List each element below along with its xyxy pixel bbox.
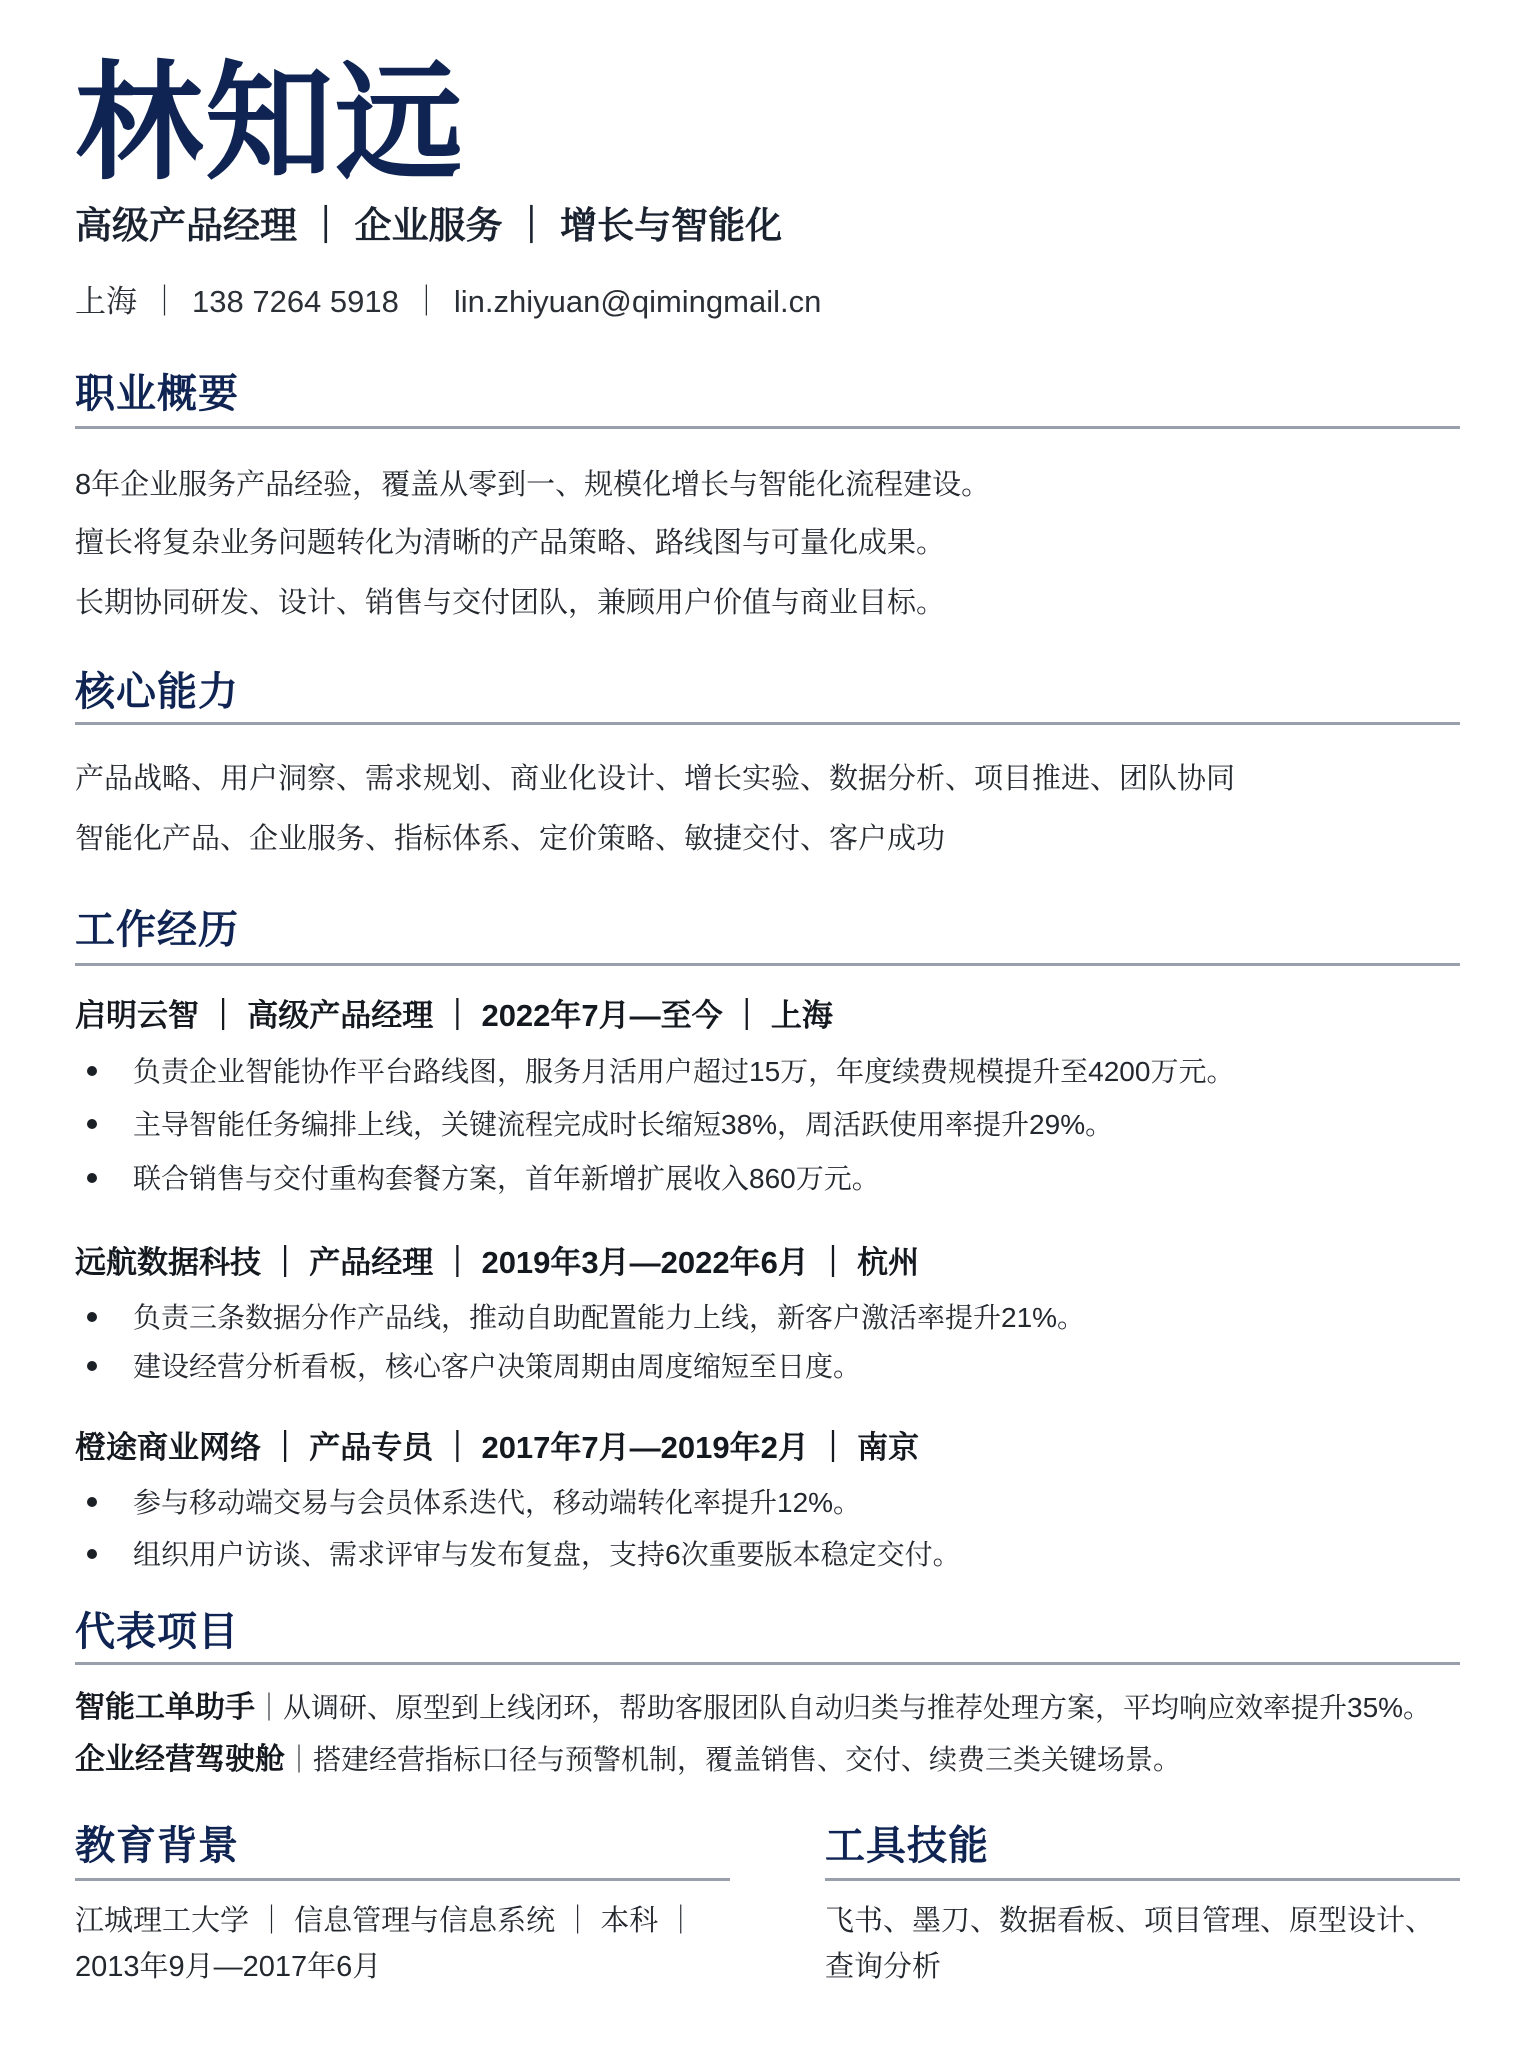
job-header: 橙途商业网络 ｜ 产品专员 ｜ 2017年7月—2019年2月 ｜ 南京 — [75, 1430, 920, 1465]
skills-line: 产品战略、用户洞察、需求规划、商业化设计、增长实验、数据分析、项目推进、团队协同 — [75, 763, 1236, 795]
education-line: 2013年9月—2017年6月 — [75, 1951, 382, 1983]
job-header: 启明云智 ｜ 高级产品经理 ｜ 2022年7月—至今 ｜ 上海 — [75, 998, 833, 1033]
section-divider — [75, 722, 1460, 725]
bullet-dot-icon — [87, 1497, 97, 1507]
candidate-name: 林知远 — [75, 52, 466, 195]
separator: ｜ — [410, 284, 442, 319]
contact-email[interactable]: lin.zhiyuan@qimingmail.cn — [453, 284, 822, 319]
job-bullet: 组织用户访谈、需求评审与发布复盘，支持6次重要版本稳定交付。 — [75, 1538, 961, 1572]
contact-phone[interactable]: 138 7264 5918 — [192, 284, 399, 319]
section-divider — [75, 963, 1460, 966]
job-bullet: 联合销售与交付重构套餐方案，首年新增扩展收入860万元。 — [75, 1162, 880, 1196]
summary-line: 长期协同研发、设计、销售与交付团队，兼顾用户价值与商业目标。 — [75, 587, 946, 619]
section-divider — [75, 426, 1460, 429]
section-title-tools: 工具技能 — [825, 1824, 989, 1868]
section-divider — [825, 1878, 1460, 1881]
bullet-dot-icon — [87, 1549, 97, 1559]
job-bullet: 参与移动端交易与会员体系迭代，移动端转化率提升12%。 — [75, 1486, 861, 1520]
bullet-dot-icon — [87, 1066, 97, 1076]
skills-line: 智能化产品、企业服务、指标体系、定价策略、敏捷交付、客户成功 — [75, 823, 946, 855]
section-title-projects: 代表项目 — [75, 1610, 239, 1654]
project-desc: ｜搭建经营指标口径与预警机制，覆盖销售、交付、续费三类关键场景。 — [285, 1744, 1182, 1775]
job-header: 远航数据科技 ｜ 产品经理 ｜ 2019年3月—2022年6月 ｜ 杭州 — [75, 1245, 920, 1280]
project-desc: ｜从调研、原型到上线闭环，帮助客服团队自动归类与推荐处理方案，平均响应效率提升35%。 — [255, 1692, 1432, 1723]
project-item — [75, 1690, 1431, 1726]
project-name: 智能工单助手 — [75, 1691, 255, 1724]
job-bullet: 负责企业智能协作平台路线图，服务月活用户超过15万，年度续费规模提升至4200万元。 — [75, 1055, 1234, 1089]
bullet-dot-icon — [87, 1173, 97, 1183]
bullet-dot-icon — [87, 1312, 97, 1322]
section-title-experience: 工作经历 — [75, 908, 239, 952]
education-line: 江城理工大学 ｜ 信息管理与信息系统 ｜ 本科 ｜ — [75, 1905, 696, 1937]
job-bullet: 主导智能任务编排上线，关键流程完成时长缩短38%，周活跃使用率提升29%。 — [75, 1108, 1113, 1142]
bullet-dot-icon — [87, 1119, 97, 1129]
summary-line: 擅长将复杂业务问题转化为清晰的产品策略、路线图与可量化成果。 — [75, 527, 946, 559]
contact-city: 上海 — [75, 284, 137, 319]
contact-line — [75, 283, 821, 320]
section-title-summary: 职业概要 — [75, 372, 239, 416]
section-title-skills: 核心能力 — [75, 670, 239, 714]
bullet-dot-icon — [87, 1361, 97, 1371]
job-title-line: 高级产品经理 ｜ 企业服务 ｜ 增长与智能化 — [75, 205, 783, 246]
tools-line: 查询分析 — [825, 1951, 942, 1983]
job-bullet: 建设经营分析看板，核心客户决策周期由周度缩短至日度。 — [75, 1350, 861, 1384]
tools-line: 飞书、墨刀、数据看板、项目管理、原型设计、 — [825, 1905, 1435, 1937]
section-divider — [75, 1662, 1460, 1665]
job-bullet: 负责三条数据分作产品线，推动自助配置能力上线，新客户激活率提升21%。 — [75, 1301, 1085, 1335]
separator: ｜ — [149, 284, 180, 319]
project-item — [75, 1742, 1181, 1778]
section-divider — [75, 1878, 730, 1881]
summary-line: 8年企业服务产品经验，覆盖从零到一、规模化增长与智能化流程建设。 — [75, 469, 991, 501]
project-name: 企业经营驾驶舱 — [75, 1743, 285, 1776]
section-title-education: 教育背景 — [75, 1824, 239, 1868]
